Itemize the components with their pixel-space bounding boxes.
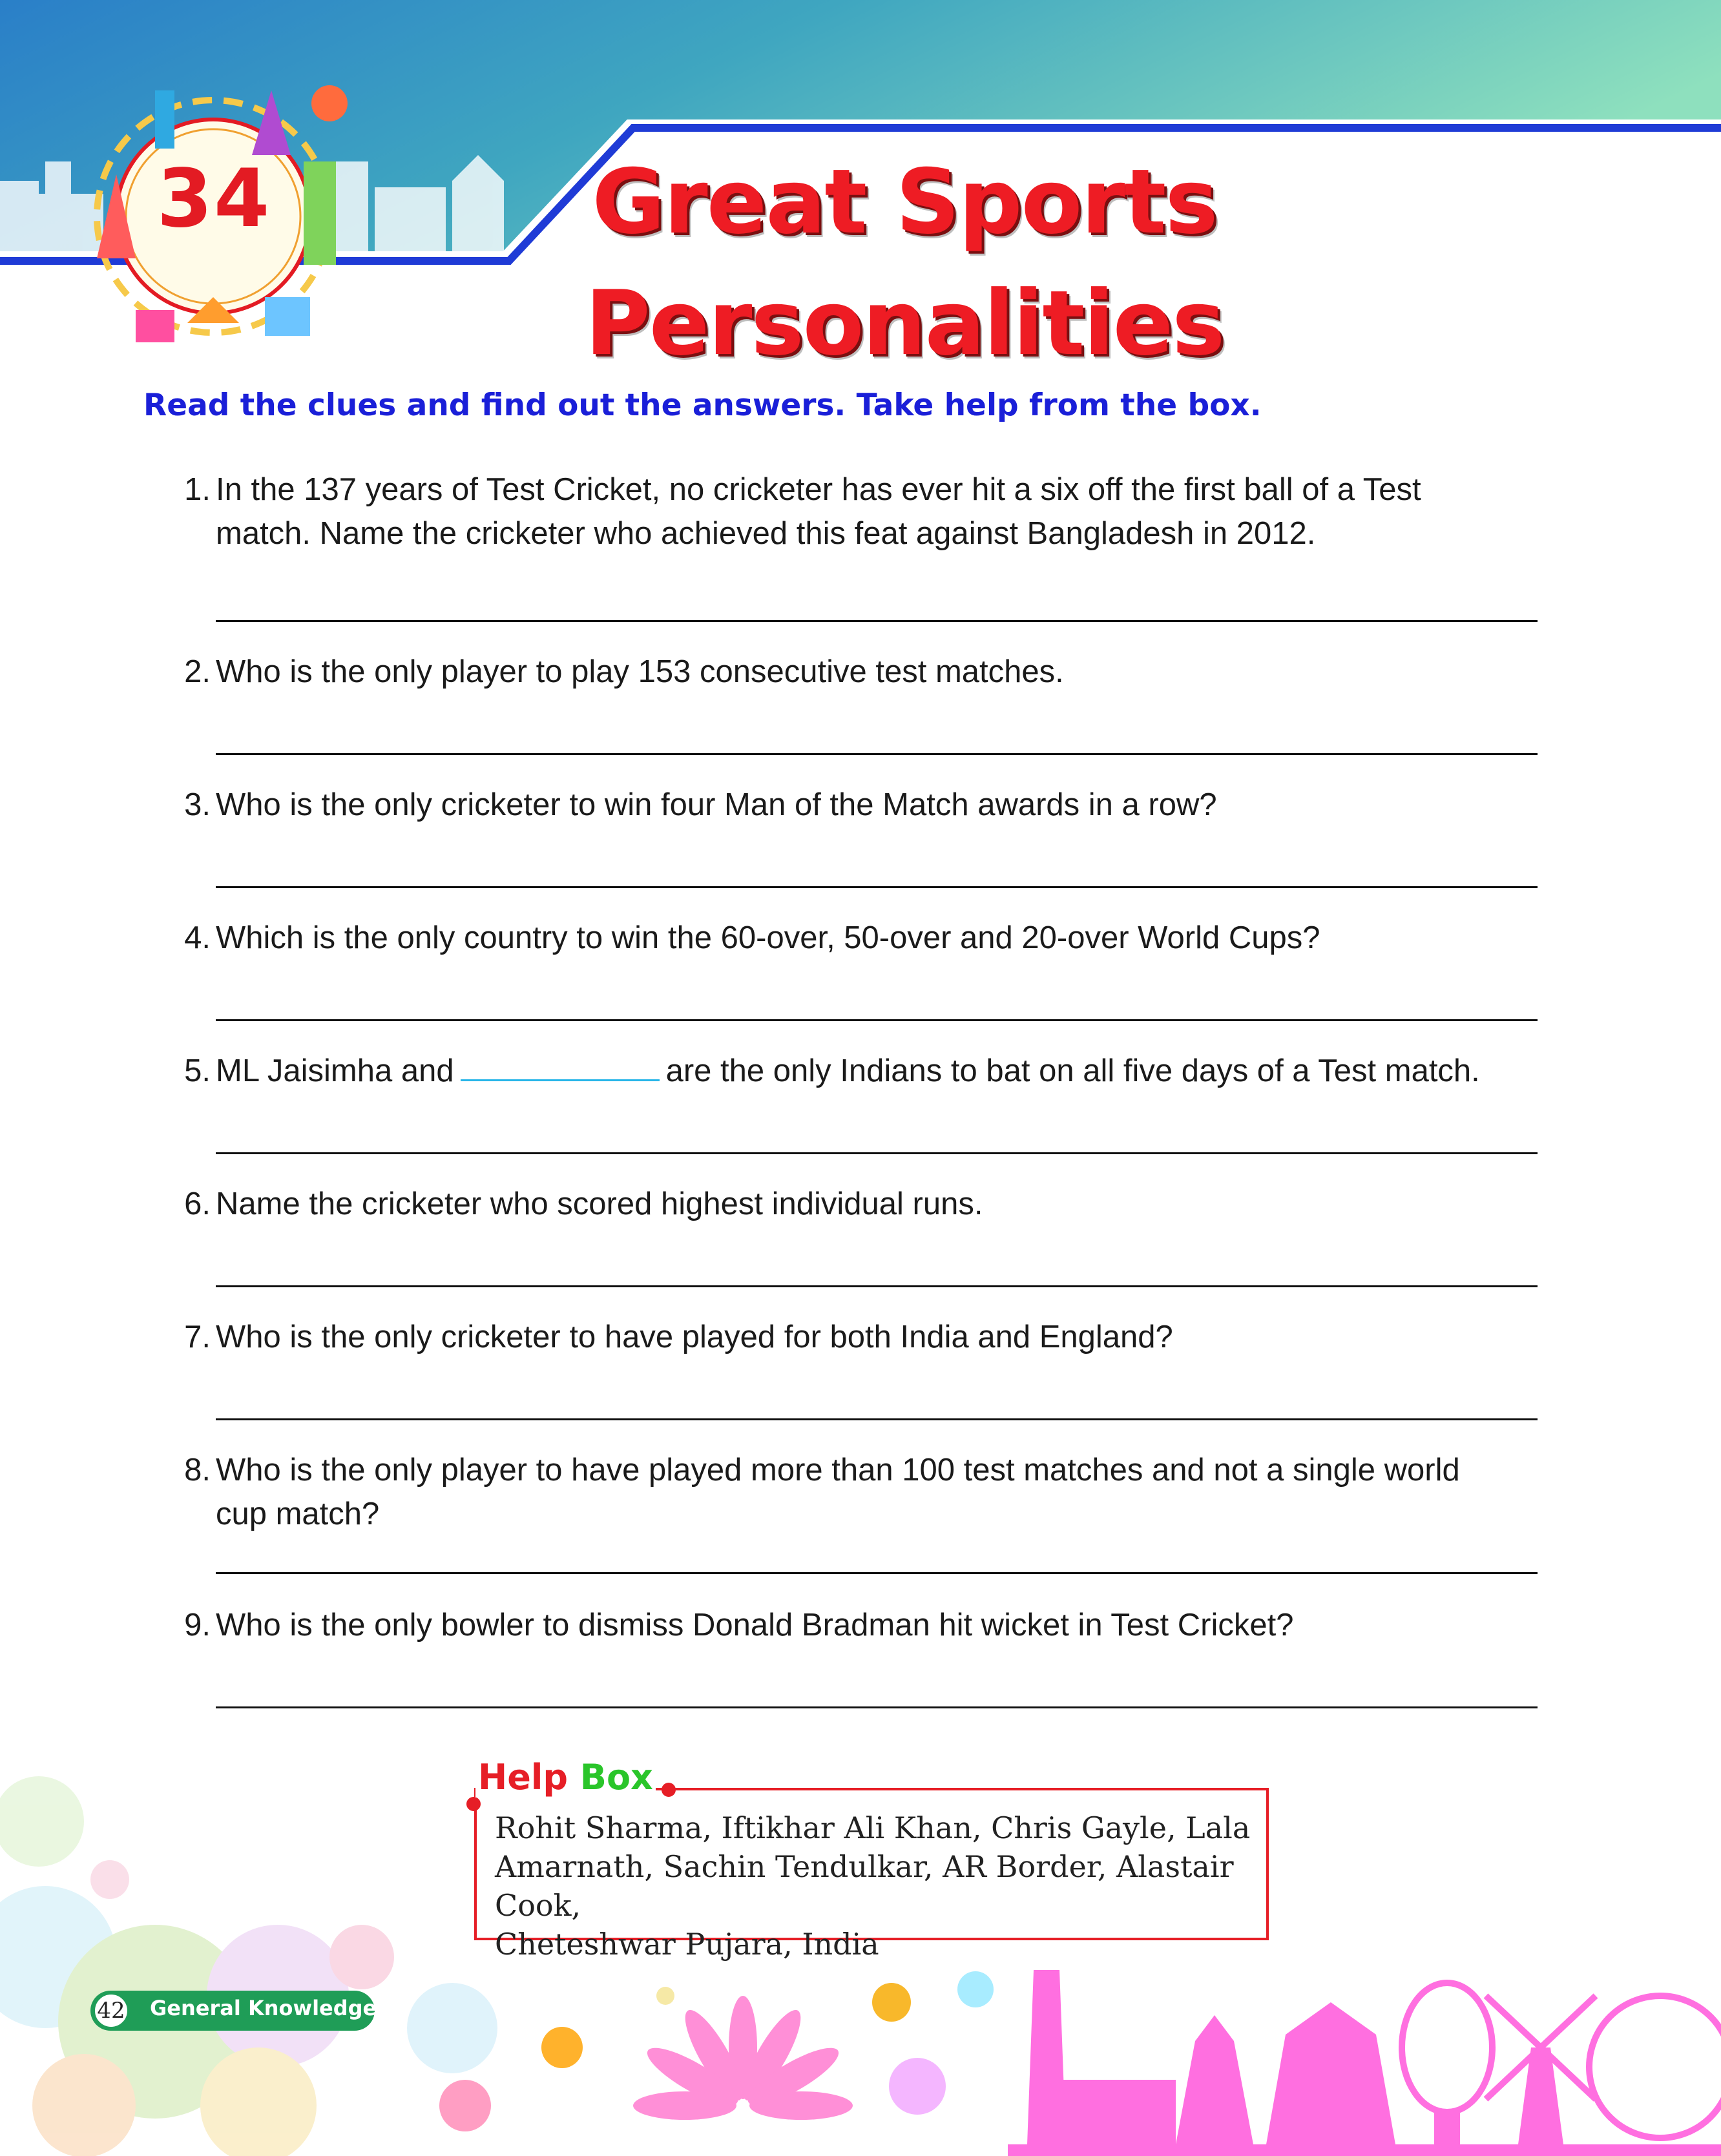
answer-line[interactable] xyxy=(216,1019,1538,1021)
page-title-line-1: Great Sports xyxy=(592,150,1217,254)
instruction-text: Read the clues and find out the answers. Take help from the box. xyxy=(143,388,1262,423)
question-number: 5. xyxy=(184,1053,211,1088)
question-line: In the 137 years of Test Cricket, no cricketer has ever hit a six off the first ball of a Test xyxy=(216,472,1421,507)
question-number: 1. xyxy=(184,472,211,507)
question-text-after-blank: are the only Indians to bat on all five days of a Test match. xyxy=(665,1053,1480,1088)
help-box-title-box: Box xyxy=(579,1757,653,1798)
help-box-line: Cheteshwar Pujara, India xyxy=(495,1927,879,1962)
question-text: Who is the only bowler to dismiss Donald Bradman hit wicket in Test Cricket? xyxy=(216,1608,1294,1643)
question-line: match. Name the cricketer who achieved this feat against Bangladesh in 2012. xyxy=(216,516,1316,551)
help-box-line: Rohit Sharma, Iftikhar Ali Khan, Chris Gayle, Lala xyxy=(495,1810,1251,1845)
question-text: Who is the only cricketer to have played for both India and England? xyxy=(216,1320,1173,1354)
question-line: cup match? xyxy=(216,1497,380,1531)
question-number: 9. xyxy=(184,1608,211,1643)
help-box-title xyxy=(475,1757,656,1798)
answer-line[interactable] xyxy=(216,753,1538,755)
question-text xyxy=(216,468,1547,555)
help-box-dot xyxy=(662,1783,676,1797)
help-box-dot xyxy=(466,1797,481,1811)
question-number: 2. xyxy=(184,654,211,689)
question-line: Who is the only player to have played more than 100 test matches and not a single world xyxy=(216,1453,1460,1487)
question-number: 6. xyxy=(184,1187,211,1221)
question-number: 8. xyxy=(184,1453,211,1487)
answer-line[interactable] xyxy=(216,886,1538,888)
question-text: Which is the only country to win the 60-over, 50-over and 20-over World Cups? xyxy=(216,920,1320,955)
answer-line[interactable] xyxy=(216,1418,1538,1420)
answer-line[interactable] xyxy=(216,1706,1538,1708)
book-title: General Knowledge-8 xyxy=(150,1996,400,2020)
question-text: Who is the only player to play 153 consecutive test matches. xyxy=(216,654,1064,689)
answer-line[interactable] xyxy=(216,1572,1538,1574)
page-number: 42 xyxy=(93,1993,129,2029)
question-text: Name the cricketer who scored highest individual runs. xyxy=(216,1187,983,1221)
question-text xyxy=(216,1448,1547,1536)
help-box-content xyxy=(495,1809,1257,1964)
chapter-number: 34 xyxy=(156,152,271,245)
question-text xyxy=(216,1049,1547,1093)
question-text: Who is the only cricketer to win four Man of the Match awards in a row? xyxy=(216,787,1217,822)
question-number: 3. xyxy=(184,787,211,822)
page-title-line-2: Personalities xyxy=(585,271,1224,375)
help-box-title-help: Help xyxy=(478,1757,568,1798)
question-number: 7. xyxy=(184,1320,211,1354)
help-box-line: Amarnath, Sachin Tendulkar, AR Border, Alastair Cook, xyxy=(495,1849,1234,1923)
answer-line[interactable] xyxy=(216,1285,1538,1287)
answer-line[interactable] xyxy=(216,620,1538,622)
inline-blank[interactable] xyxy=(461,1077,660,1081)
answer-line[interactable] xyxy=(216,1152,1538,1154)
question-number: 4. xyxy=(184,920,211,955)
question-text-before-blank: ML Jaisimha and xyxy=(216,1053,454,1088)
